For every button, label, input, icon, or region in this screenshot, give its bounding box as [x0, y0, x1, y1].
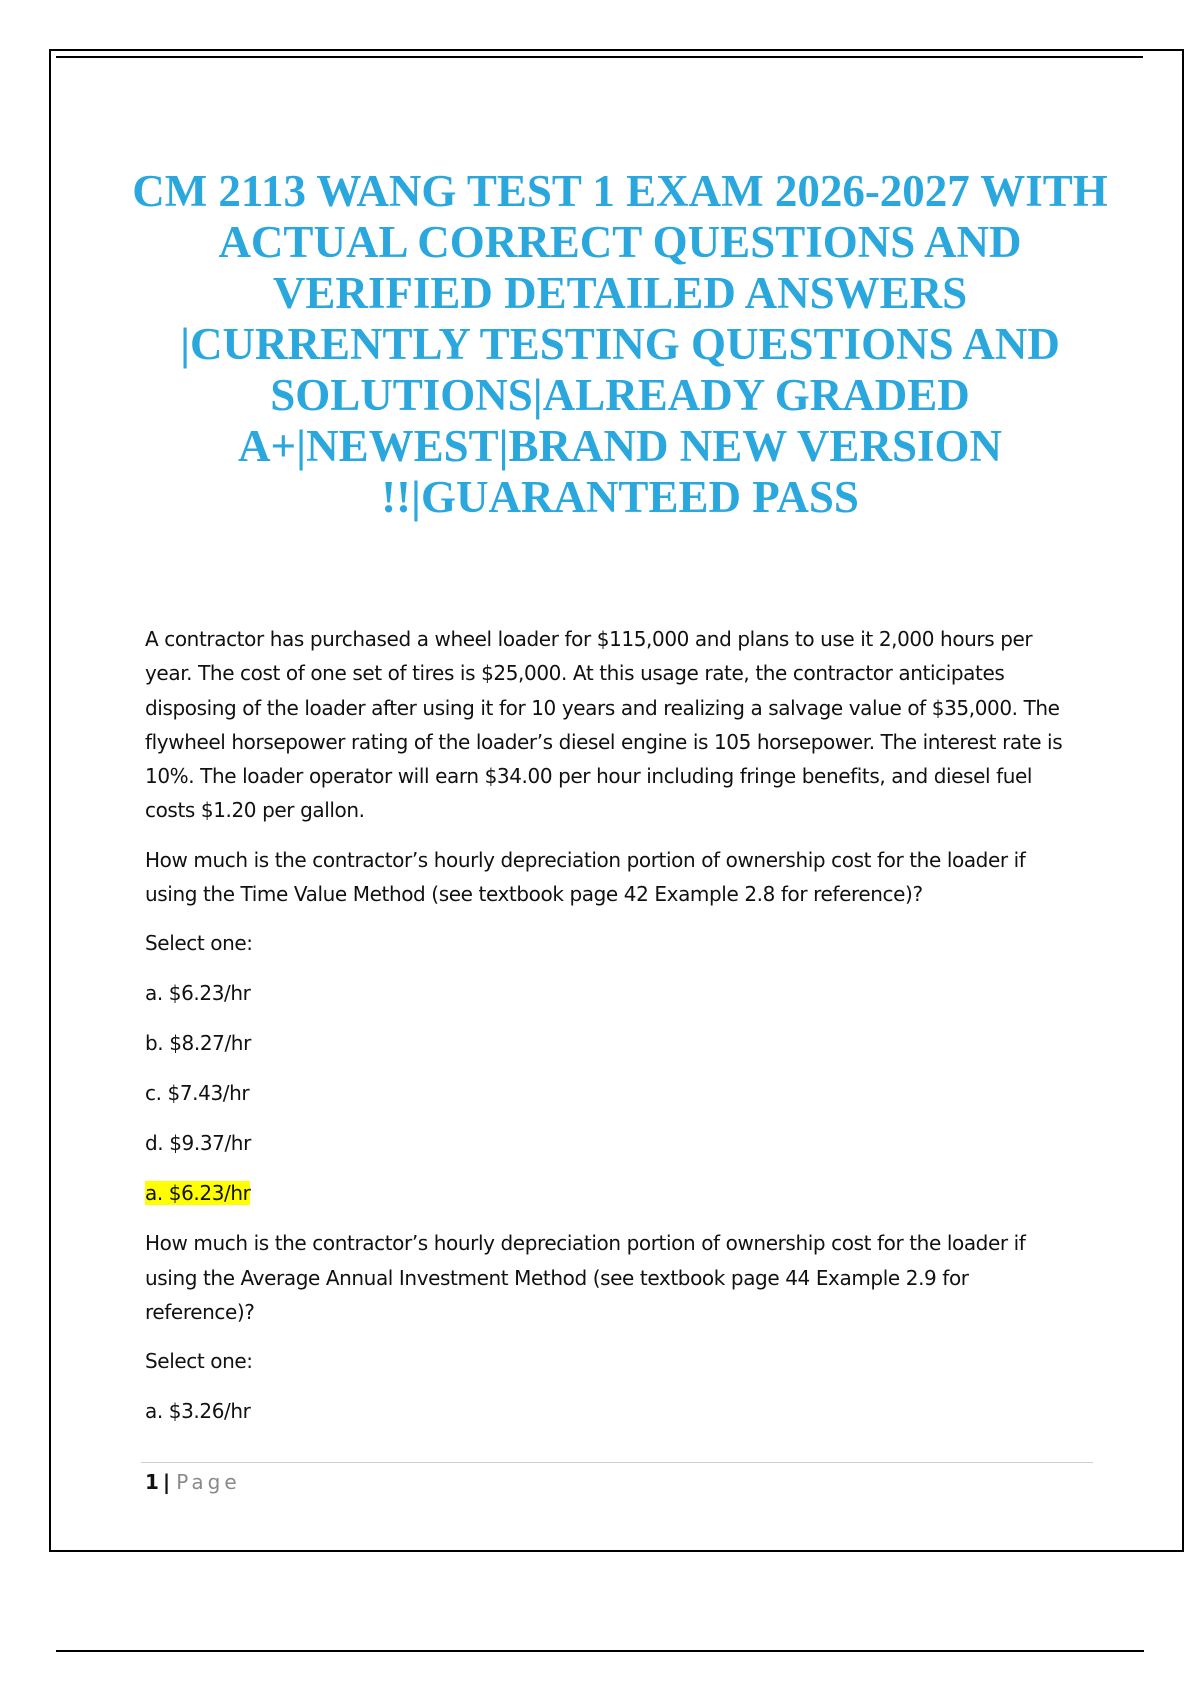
title-line: A+|NEWEST|BRAND NEW VERSION [238, 421, 1002, 471]
scenario-line: 10%. The loader operator will earn $34.00 per hour including fringe benefits, and diesel fuel [145, 764, 1033, 789]
scenario-line: year. The cost of one set of tires is $25,000. At this usage rate, the contractor anticipates [145, 661, 1005, 686]
question-1-option-d: d. $9.37/hr [145, 1131, 251, 1156]
question-line: reference)? [145, 1299, 255, 1324]
title-line: !!|GUARANTEED PASS [381, 472, 859, 522]
title-line: VERIFIED DETAILED ANSWERS [272, 268, 968, 318]
bottom-rule [56, 1650, 1144, 1652]
scenario-line: A contractor has purchased a wheel loader for $115,000 and plans to use it 2,000 hours per [145, 627, 1033, 651]
title-line: SOLUTIONS|ALREADY GRADED [270, 370, 970, 420]
title-line: |CURRENTLY TESTING QUESTIONS AND [180, 319, 1060, 369]
footer-rule [141, 1462, 1093, 1463]
top-rule [56, 56, 1143, 58]
scenario-line: costs $1.20 per gallon. [145, 798, 365, 823]
page-label: Page [176, 1470, 241, 1494]
question-line: How much is the contractor’s hourly depreciation portion of ownership cost for the loader if [145, 1231, 1026, 1256]
document-title [100, 166, 1140, 523]
scenario-line: flywheel horsepower rating of the loader’s diesel engine is 105 horsepower. The interest rate is [145, 729, 1063, 754]
question-2-option-a: a. $3.26/hr [145, 1399, 251, 1424]
question-1-option-c: c. $7.43/hr [145, 1081, 250, 1106]
question-1-prompt: Select one: [145, 931, 253, 956]
page-number: 1 [145, 1470, 159, 1494]
question-line: using the Average Annual Investment Method (see textbook page 44 Example 2.9 for [145, 1265, 969, 1290]
question-line: using the Time Value Method (see textbook page 42 Example 2.8 for reference)? [145, 882, 923, 907]
question-1-option-b: b. $8.27/hr [145, 1031, 251, 1056]
question-2-prompt: Select one: [145, 1349, 253, 1374]
scenario-paragraph [145, 622, 1095, 828]
footer-separator: | [162, 1470, 171, 1494]
question-1-answer [145, 1176, 1095, 1210]
scenario-line: disposing of the loader after using it for 10 years and realizing a salvage value of $35,000. The [145, 695, 1060, 720]
document-body [145, 622, 1095, 1444]
title-line: ACTUAL CORRECT QUESTIONS AND [218, 217, 1022, 267]
question-1-option-a: a. $6.23/hr [145, 981, 251, 1006]
question-1-text [145, 843, 1095, 912]
title-line: CM 2113 WANG TEST 1 EXAM 2026-2027 WITH [132, 166, 1108, 216]
answer-highlight: a. $6.23/hr [145, 1181, 251, 1206]
question-line: How much is the contractor’s hourly depreciation portion of ownership cost for the loader if [145, 847, 1026, 872]
page-footer [145, 1470, 241, 1494]
question-2-text [145, 1226, 1095, 1329]
